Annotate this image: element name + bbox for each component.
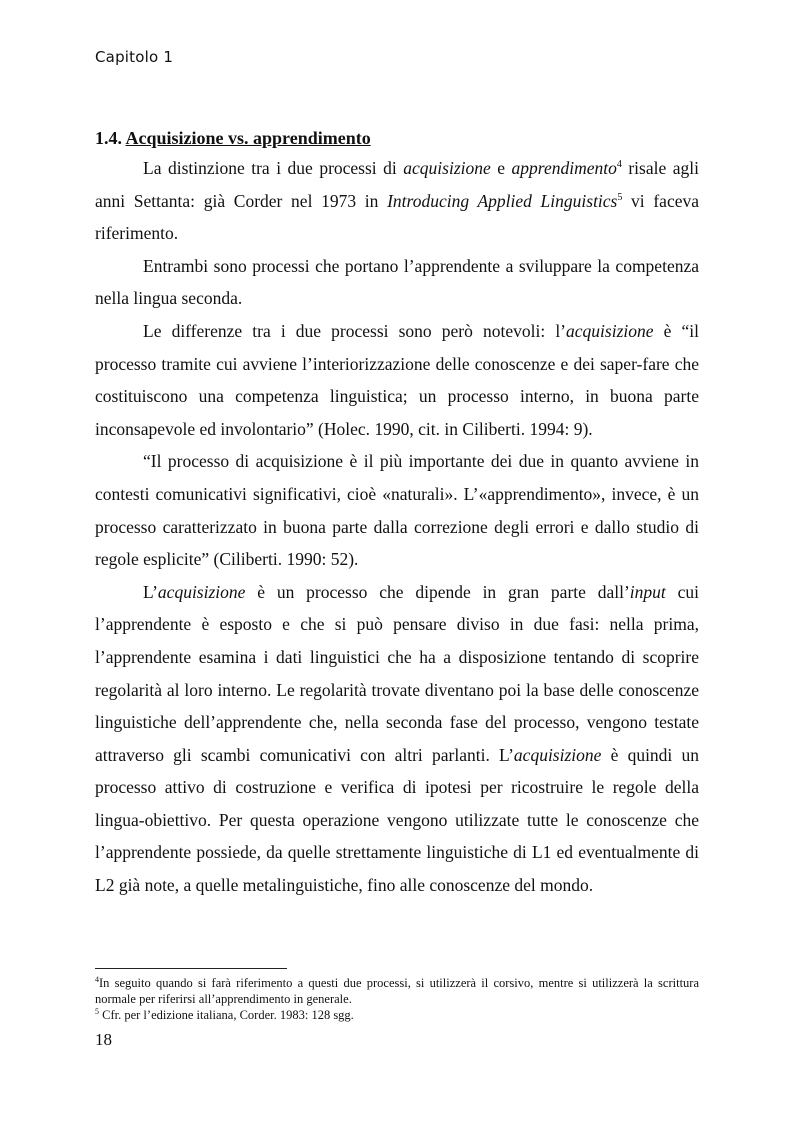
paragraph-4: “Il processo di acquisizione è il più importante dei due in quanto avviene in contesti comunicativi significativi, cioè «naturali». L’«apprendimento», invece, è un processo caratterizzato in buona parte dalla correzione degli errori e dallo studio di regole esplicite” (Ciliberti. 1990: 52). [95,451,699,570]
section-title: Acquisizione vs. apprendimento [125,128,371,148]
footnote-5 [95,1007,699,1023]
term-input: input [629,581,666,602]
footnote-mark: 4 [95,975,99,984]
paragraph-text: La distinzione tra i due processi di [143,158,404,178]
term-acquisizione: acquisizione [566,320,654,341]
paragraph-text: è un processo che dipende in gran parte dall’ [245,581,630,602]
page-body [95,124,699,902]
term-acquisizione: acquisizione [513,744,602,765]
footnote-ref-5: 5 [617,191,623,203]
book-title: Introducing Applied Linguistics [387,190,618,211]
section-number: 1.4. [95,128,122,148]
paragraph-text: risale agli anni Settanta: già Corder nel 1973 in [95,158,699,211]
paragraph-3 [95,315,699,445]
footnotes [95,968,699,1023]
page-number: 18 [95,1030,112,1049]
footnote-ref-4: 4 [616,159,622,170]
footnote-text: In seguito quando si farà riferimento a questi due processi, si utilizzerà il corsivo, mentre si utilizzerà la scrittura normale per riferirsi all’apprendimento in generale. [95,976,699,1006]
footnote-4 [95,975,699,1007]
paragraph-1 [95,152,699,250]
paragraph-text: e [490,158,512,178]
paragraph-text: L’ [143,581,158,602]
paragraph-text: è quindi un processo attivo di costruzione e verifica di ipotesi per ricostruire le regole della lingua-obiettivo. Per questa operazione vengono utilizzate tutte le conoscenze che l’apprendente possiede, da quelle strettamente linguistiche di L1 ed eventualmente di L2 già note, a quelle metalinguistiche, fino alle conoscenze del mondo. [95,744,699,896]
section-heading [95,124,699,152]
running-header: Capitolo 1 [95,48,174,66]
paragraph-2: Entrambi sono processi che portano l’apprendente a sviluppare la competenza nella lingua seconda. [95,255,699,309]
term-acquisizione: acquisizione [403,158,491,178]
paragraph-text: è “il processo tramite cui avviene l’interiorizzazione delle conoscenze e dei saper-fare che costituiscono una competenza linguistica; un processo interno, in buona parte inconsapevole ed involontario” (Holec. 1990, cit. in Ciliberti. 1994: 9). [95,320,699,439]
term-acquisizione: acquisizione [157,581,246,602]
footnote-mark: 5 [95,1007,99,1016]
footnote-text: Cfr. per l’edizione italiana, Corder. 1983: 128 sgg. [99,1008,354,1022]
paragraph-5 [95,576,699,902]
paragraph-text: vi faceva riferimento. [95,190,699,244]
paragraph-text: Le differenze tra i due processi sono però notevoli: l’ [143,320,567,341]
footnote-rule [95,968,287,969]
term-apprendimento: apprendimento [511,158,617,178]
paragraph-text: cui l’apprendente è esposto e che si può pensare diviso in due fasi: nella prima, l’apprendente esamina i dati linguistici che ha a disposizione tentando di scoprire regolarità al loro interno. Le regolarità trovate diventano poi la base delle conoscenze linguistiche dell’apprendente che, nella seconda fase del processo, vengono testate attraverso gli scambi comunicativi con altri parlanti. L’ [95,581,699,765]
